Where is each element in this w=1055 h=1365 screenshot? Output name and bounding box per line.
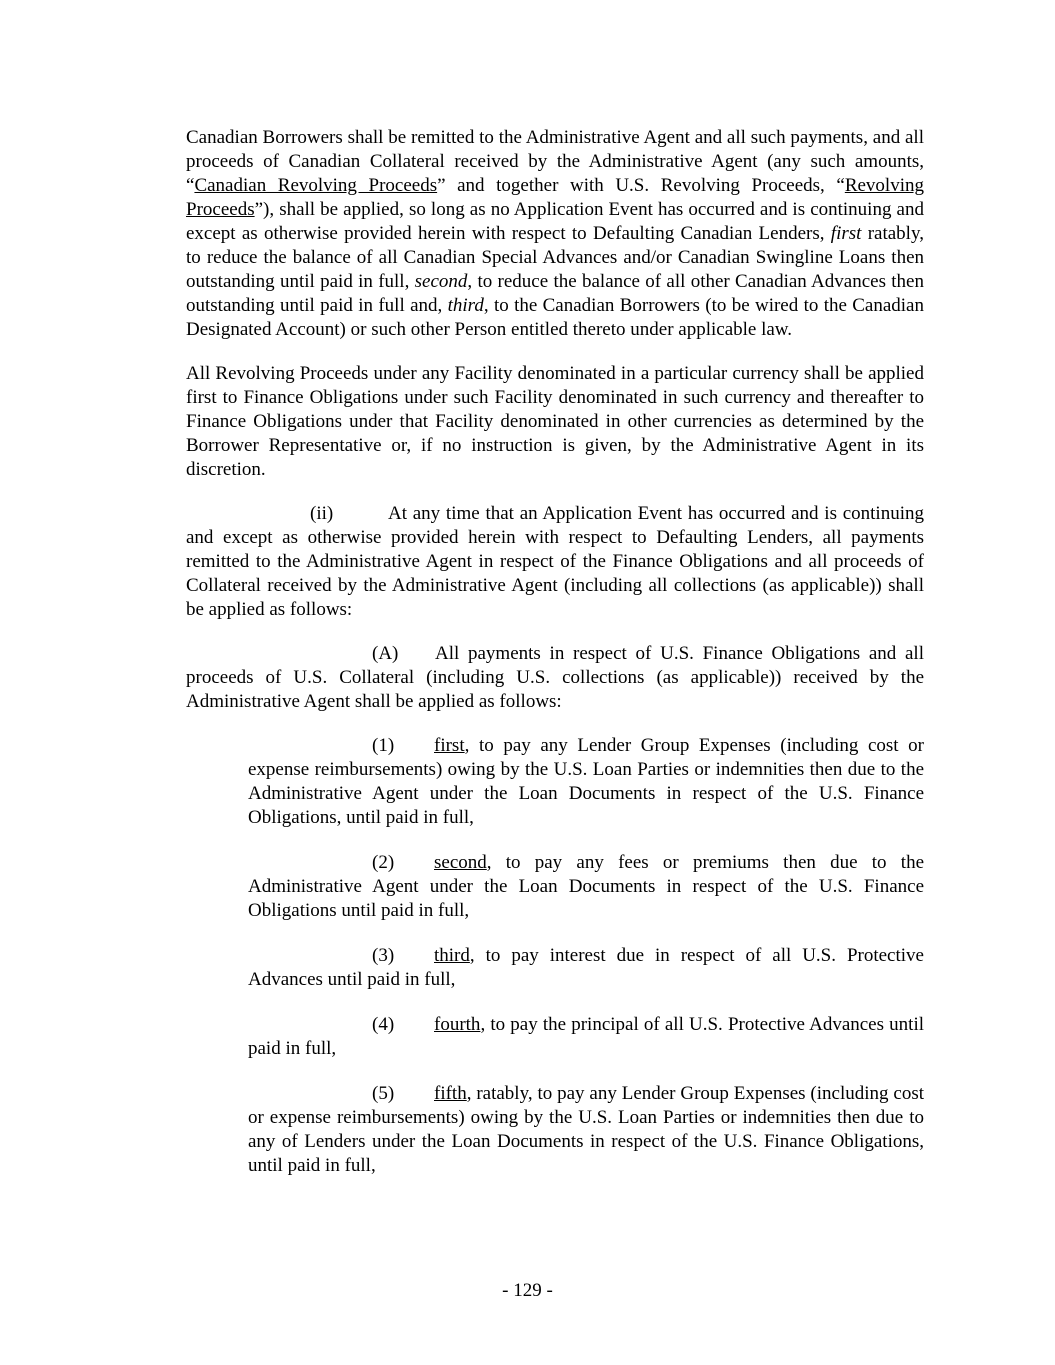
item-number: (3) (372, 945, 395, 966)
item-number: (1) (372, 735, 395, 756)
text-segment: ” and together with U.S. Revolving Proceeds, “ (437, 175, 845, 196)
text-segment: , to reduce the balance of all other Canadian Advances then outstanding until paid in full and, (186, 271, 924, 316)
list-item (248, 1082, 924, 1178)
list-item (248, 944, 924, 992)
page-number: - 129 - (502, 1280, 553, 1301)
item-ordinal: third (434, 945, 470, 966)
paragraph-canadian-proceeds (186, 126, 924, 342)
clause-text: At any time that an Application Event has occurred and is continuing and except as otherwise provided herein with respect to Defaulting Lenders, all payments remitted to the Administrative Agent in respect of the Finance Obligations and all proceeds of Collateral received by the Administrative Agent (including all collections (as applicable)) shall be applied as follows: (186, 503, 924, 620)
item-number: (2) (372, 852, 395, 873)
paragraph-application-event (186, 502, 924, 622)
text-segment: , to the Canadian Borrowers (to be wired to the Canadian Designated Account) or such other Person entitled thereto under applicable law. (186, 295, 924, 340)
list-item (248, 851, 924, 923)
clause-text: All payments in respect of U.S. Finance Obligations and all proceeds of U.S. Collateral (including U.S. collections (as applicable)) received by the Administrative Agent shall be applied as follows: (186, 643, 924, 712)
document-page (186, 126, 924, 1178)
item-text: , ratably, to pay any Lender Group Expenses (including cost or expense reimbursements) owing by the U.S. Loan Parties or indemnities then due to any of Lenders under the Loan Documents in respect of the U.S. Finance Obligations, until paid in full, (248, 1083, 924, 1176)
text-segment: ratably, to reduce the balance of all Canadian Special Advances and/or Canadian Swingline Loans then outstanding until paid in full, (186, 223, 924, 292)
item-ordinal: second (434, 852, 487, 873)
text-segment: ”), shall be applied, so long as no Application Event has occurred and is continuing and except as otherwise provided herein with respect to Defaulting Canadian Lenders, (186, 199, 924, 244)
item-text: , to pay any fees or premiums then due to the Administrative Agent under the Loan Documents in respect of the U.S. Finance Obligations until paid in full, (248, 852, 924, 921)
list-item (248, 1013, 924, 1061)
defined-term: Canadian Revolving Proceeds (194, 175, 438, 196)
item-ordinal: first (434, 735, 465, 756)
item-number: (4) (372, 1014, 395, 1035)
clause-number: (A) (372, 643, 399, 664)
paragraph-currency-application: All Revolving Proceeds under any Facility denominated in a particular currency shall be applied first to Finance Obligations under such Facility denominated in such currency and thereafter to Finance Obligations under that Facility denominated in other currencies as determined by the Borrower Representative or, if no instruction is given, by the Administrative Agent in its discretion. (186, 363, 924, 480)
paragraph-us-payments (186, 642, 924, 714)
list-item (248, 734, 924, 830)
item-text: , to pay the principal of all U.S. Protective Advances until paid in full, (248, 1014, 924, 1059)
item-text: , to pay any Lender Group Expenses (including cost or expense reimbursements) owing by the U.S. Loan Parties or indemnities then due to the Administrative Agent under the Loan Documents in respect of the U.S. Finance Obligations, until paid in full, (248, 735, 924, 828)
ordinal-italic: second (414, 271, 468, 292)
item-ordinal: fifth (434, 1083, 467, 1104)
item-text: , to pay interest due in respect of all U.S. Protective Advances until paid in full, (248, 945, 924, 990)
item-ordinal: fourth (434, 1014, 481, 1035)
text-segment: Canadian Borrowers shall be remitted to the Administrative Agent and all such payments, and all proceeds of Canadian Collateral received by the Administrative Agent (any such amounts, “ (186, 127, 924, 196)
defined-term: Revolving Proceeds (186, 175, 924, 220)
clause-number: (ii) (310, 503, 334, 524)
ordinal-italic: third (447, 295, 484, 316)
ordinal-italic: first (830, 223, 862, 244)
waterfall-list (248, 734, 924, 1178)
item-number: (5) (372, 1083, 395, 1104)
